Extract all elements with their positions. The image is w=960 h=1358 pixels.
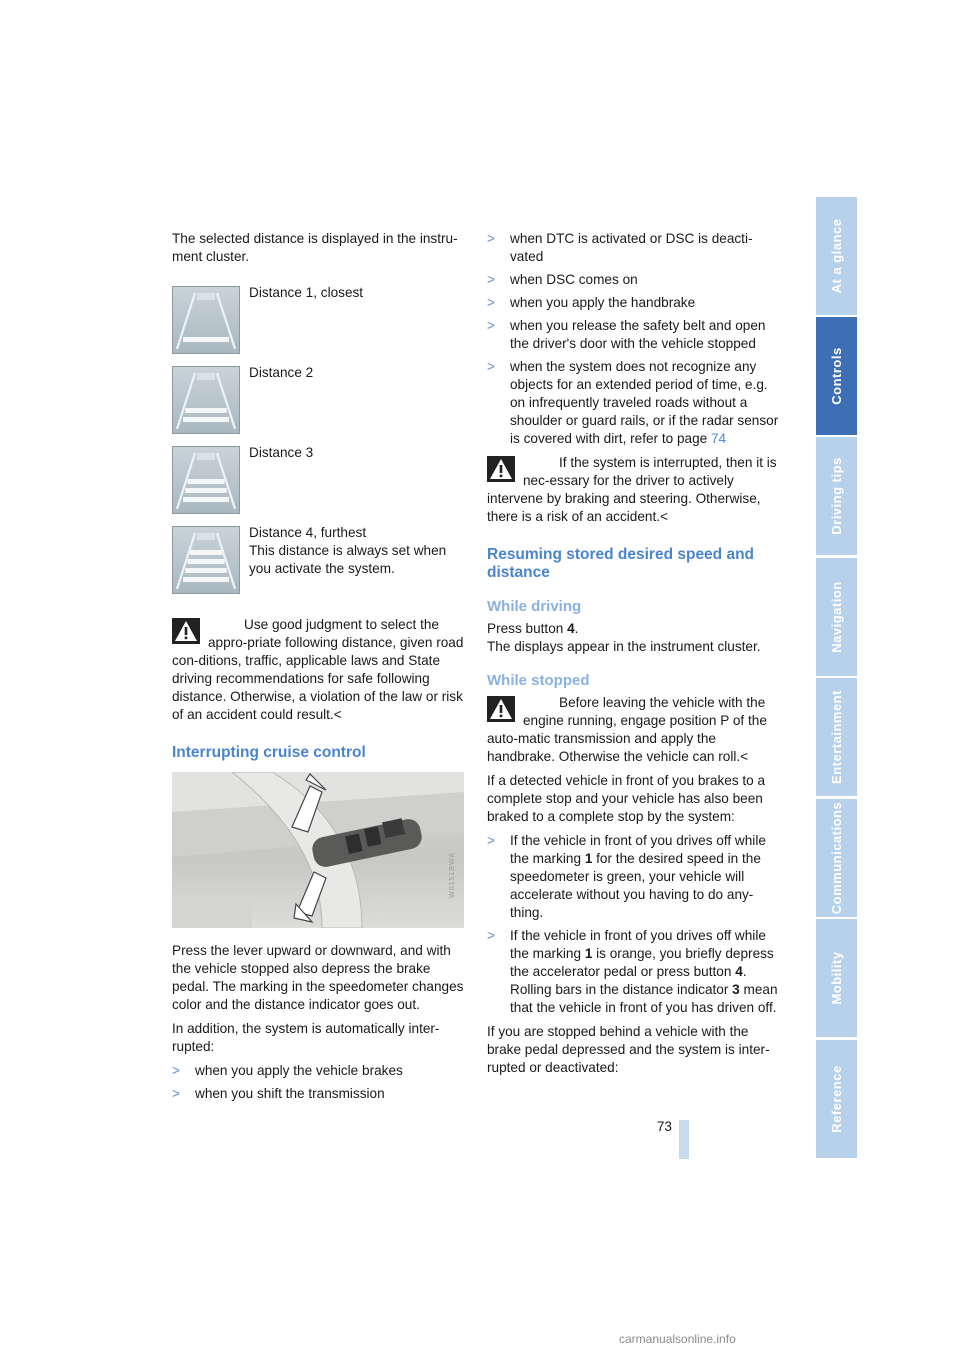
tab-controls[interactable]: Controls bbox=[816, 317, 857, 435]
list-item: > when you shift the transmission bbox=[172, 1086, 385, 1101]
vehicle-ahead-mark bbox=[197, 373, 215, 380]
watermark-text: carmanualsonline.info bbox=[619, 1332, 736, 1346]
final-paragraph: If you are stopped behind a vehicle with the brake pedal depressed and the system is inter-rupted or deactivated: bbox=[487, 1024, 770, 1075]
distance-bar bbox=[188, 479, 225, 484]
bullet-mark: > bbox=[487, 359, 495, 374]
end-mark: < bbox=[660, 509, 668, 524]
press-button-paragraph: Press button 4. bbox=[487, 621, 579, 636]
distance-item-4 bbox=[172, 524, 464, 608]
steering-lever-photo bbox=[172, 772, 464, 928]
warning-block-stopped bbox=[487, 694, 783, 766]
warning-text-interrupted: If the system is interrupted, then it is nec-essary for the driver to actively intervene by braking and steering. Otherwise, there is a risk of an accident. bbox=[487, 455, 777, 524]
right-column bbox=[487, 230, 783, 1083]
end-mark: < bbox=[740, 749, 749, 764]
list-item: > when you apply the handbrake bbox=[487, 295, 696, 310]
subheading-while-stopped: While stopped bbox=[487, 672, 590, 689]
detected-vehicle-paragraph: If a detected vehicle in front of you brakes to a complete stop and your vehicle has also been braked to a complete stop by the system: bbox=[487, 773, 766, 824]
tab-at-a-glance[interactable]: At a glance bbox=[816, 197, 857, 315]
distance-3-label: Distance 3 bbox=[249, 445, 314, 460]
page-link-74[interactable]: 74 bbox=[710, 431, 727, 446]
bullet-mark: > bbox=[172, 1086, 180, 1101]
distance-2-label: Distance 2 bbox=[249, 365, 314, 380]
distance-4-icon bbox=[172, 526, 240, 594]
distance-4-text bbox=[249, 524, 464, 578]
chapter-tabs bbox=[816, 197, 857, 1159]
list-item: > when DSC comes on bbox=[487, 272, 638, 287]
tab-mobility[interactable]: Mobility bbox=[816, 919, 857, 1037]
list-item: > If the vehicle in front of you drives off while the marking 1 for the desired speed in the speedometer is green, your vehicle will accelerate without you having to do any-thing. bbox=[487, 833, 766, 920]
press-lever-paragraph: Press the lever upward or downward, and with the vehicle stopped also depress the brake pedal. The marking in the speedometer changes color and the distance indicator goes out. bbox=[172, 943, 464, 1012]
subheading-while-driving: While driving bbox=[487, 598, 582, 615]
bullet-mark: > bbox=[172, 1063, 180, 1078]
tab-driving-tips[interactable]: Driving tips bbox=[816, 437, 857, 555]
warning-block-interrupted bbox=[487, 454, 783, 526]
tab-reference[interactable]: Reference bbox=[816, 1040, 857, 1158]
list-item: > when you apply the vehicle brakes bbox=[172, 1063, 403, 1078]
bullet-mark: > bbox=[487, 231, 495, 246]
distance-bar bbox=[183, 497, 229, 502]
warning-triangle-icon bbox=[487, 696, 515, 722]
bullet-mark: > bbox=[487, 833, 495, 848]
warning-text-distance: Use good judgment to select the appro-priate following distance, given road con-ditions, traffic, applicable laws and State driving recommendations for safe following distance. Otherwise, a violation of the law or risk of an accident could result. bbox=[172, 617, 464, 722]
list-item: > when DTC is activated or DSC is deacti-vated bbox=[487, 231, 753, 264]
page-marker bbox=[679, 1120, 689, 1159]
warning-triangle-icon bbox=[172, 618, 200, 644]
distance-bar bbox=[185, 568, 227, 573]
distance-bar bbox=[190, 550, 223, 555]
stopped-list bbox=[487, 832, 783, 1017]
distance-bar bbox=[183, 337, 229, 342]
left-column bbox=[172, 230, 464, 1109]
interrupt-list-left bbox=[172, 1062, 464, 1103]
distance-bar bbox=[188, 559, 225, 564]
distance-item-1 bbox=[172, 284, 464, 364]
list-item: > when the system does not recognize any objects for an extended period of time, e.g. on infrequently traveled roads without a shoulder or guard rails, or if the radar sensor is covered with dirt, refer to page 74 bbox=[487, 359, 779, 446]
distance-1-label: Distance 1, closest bbox=[249, 285, 364, 300]
displays-paragraph: The displays appear in the instrument cluster. bbox=[487, 639, 761, 654]
bullet-mark: > bbox=[487, 318, 495, 333]
distance-bar bbox=[185, 408, 227, 413]
warning-triangle-icon bbox=[487, 456, 515, 482]
list-item: > If the vehicle in front of you drives off while the marking 1 is orange, you briefly depress the accelerator pedal or press button 4. Rolling bars in the distance indicator 3 mean that the vehicle in front of you has driven off. bbox=[487, 928, 778, 1015]
tab-navigation[interactable]: Navigation bbox=[816, 558, 857, 676]
vehicle-ahead-mark bbox=[197, 293, 215, 300]
heading-resuming-speed: Resuming stored desired speed and distance bbox=[487, 546, 755, 581]
bullet-mark: > bbox=[487, 928, 495, 943]
vehicle-ahead-mark bbox=[197, 533, 215, 540]
distance-4-label: Distance 4, furthest bbox=[249, 525, 367, 540]
page-number: 73 bbox=[656, 1119, 672, 1134]
distance-bar bbox=[183, 417, 229, 422]
distance-4-note: This distance is always set when you activate the system. bbox=[249, 543, 447, 576]
interrupt-list-right bbox=[487, 230, 783, 448]
distance-1-icon bbox=[172, 286, 240, 354]
auto-interrupt-paragraph: In addition, the system is automatically inter-rupted: bbox=[172, 1021, 440, 1054]
distance-3-icon bbox=[172, 446, 240, 514]
distance-bar bbox=[183, 577, 229, 582]
tab-communications[interactable]: Communications bbox=[816, 799, 857, 917]
photo-code: W0151BWA bbox=[449, 852, 456, 898]
distance-bar bbox=[185, 488, 227, 493]
heading-interrupting-cruise-control: Interrupting cruise control bbox=[172, 744, 366, 761]
vehicle-ahead-mark bbox=[197, 453, 215, 460]
distance-2-icon bbox=[172, 366, 240, 434]
warning-text-stopped: Before leaving the vehicle with the engine running, engage position P of the auto-matic transmission and apply the handbrake. Otherwise the vehicle can roll. bbox=[487, 695, 767, 764]
distance-item-2 bbox=[172, 364, 464, 444]
distance-item-3 bbox=[172, 444, 464, 524]
end-mark: < bbox=[333, 707, 342, 722]
bullet-mark: > bbox=[487, 295, 495, 310]
warning-block-distance bbox=[172, 616, 464, 724]
list-item: > when you release the safety belt and open the driver's door with the vehicle stopped bbox=[487, 318, 766, 351]
bullet-mark: > bbox=[487, 272, 495, 287]
intro-paragraph: The selected distance is displayed in the instru-ment cluster. bbox=[172, 231, 458, 264]
tab-entertainment[interactable]: Entertainment bbox=[816, 678, 857, 796]
